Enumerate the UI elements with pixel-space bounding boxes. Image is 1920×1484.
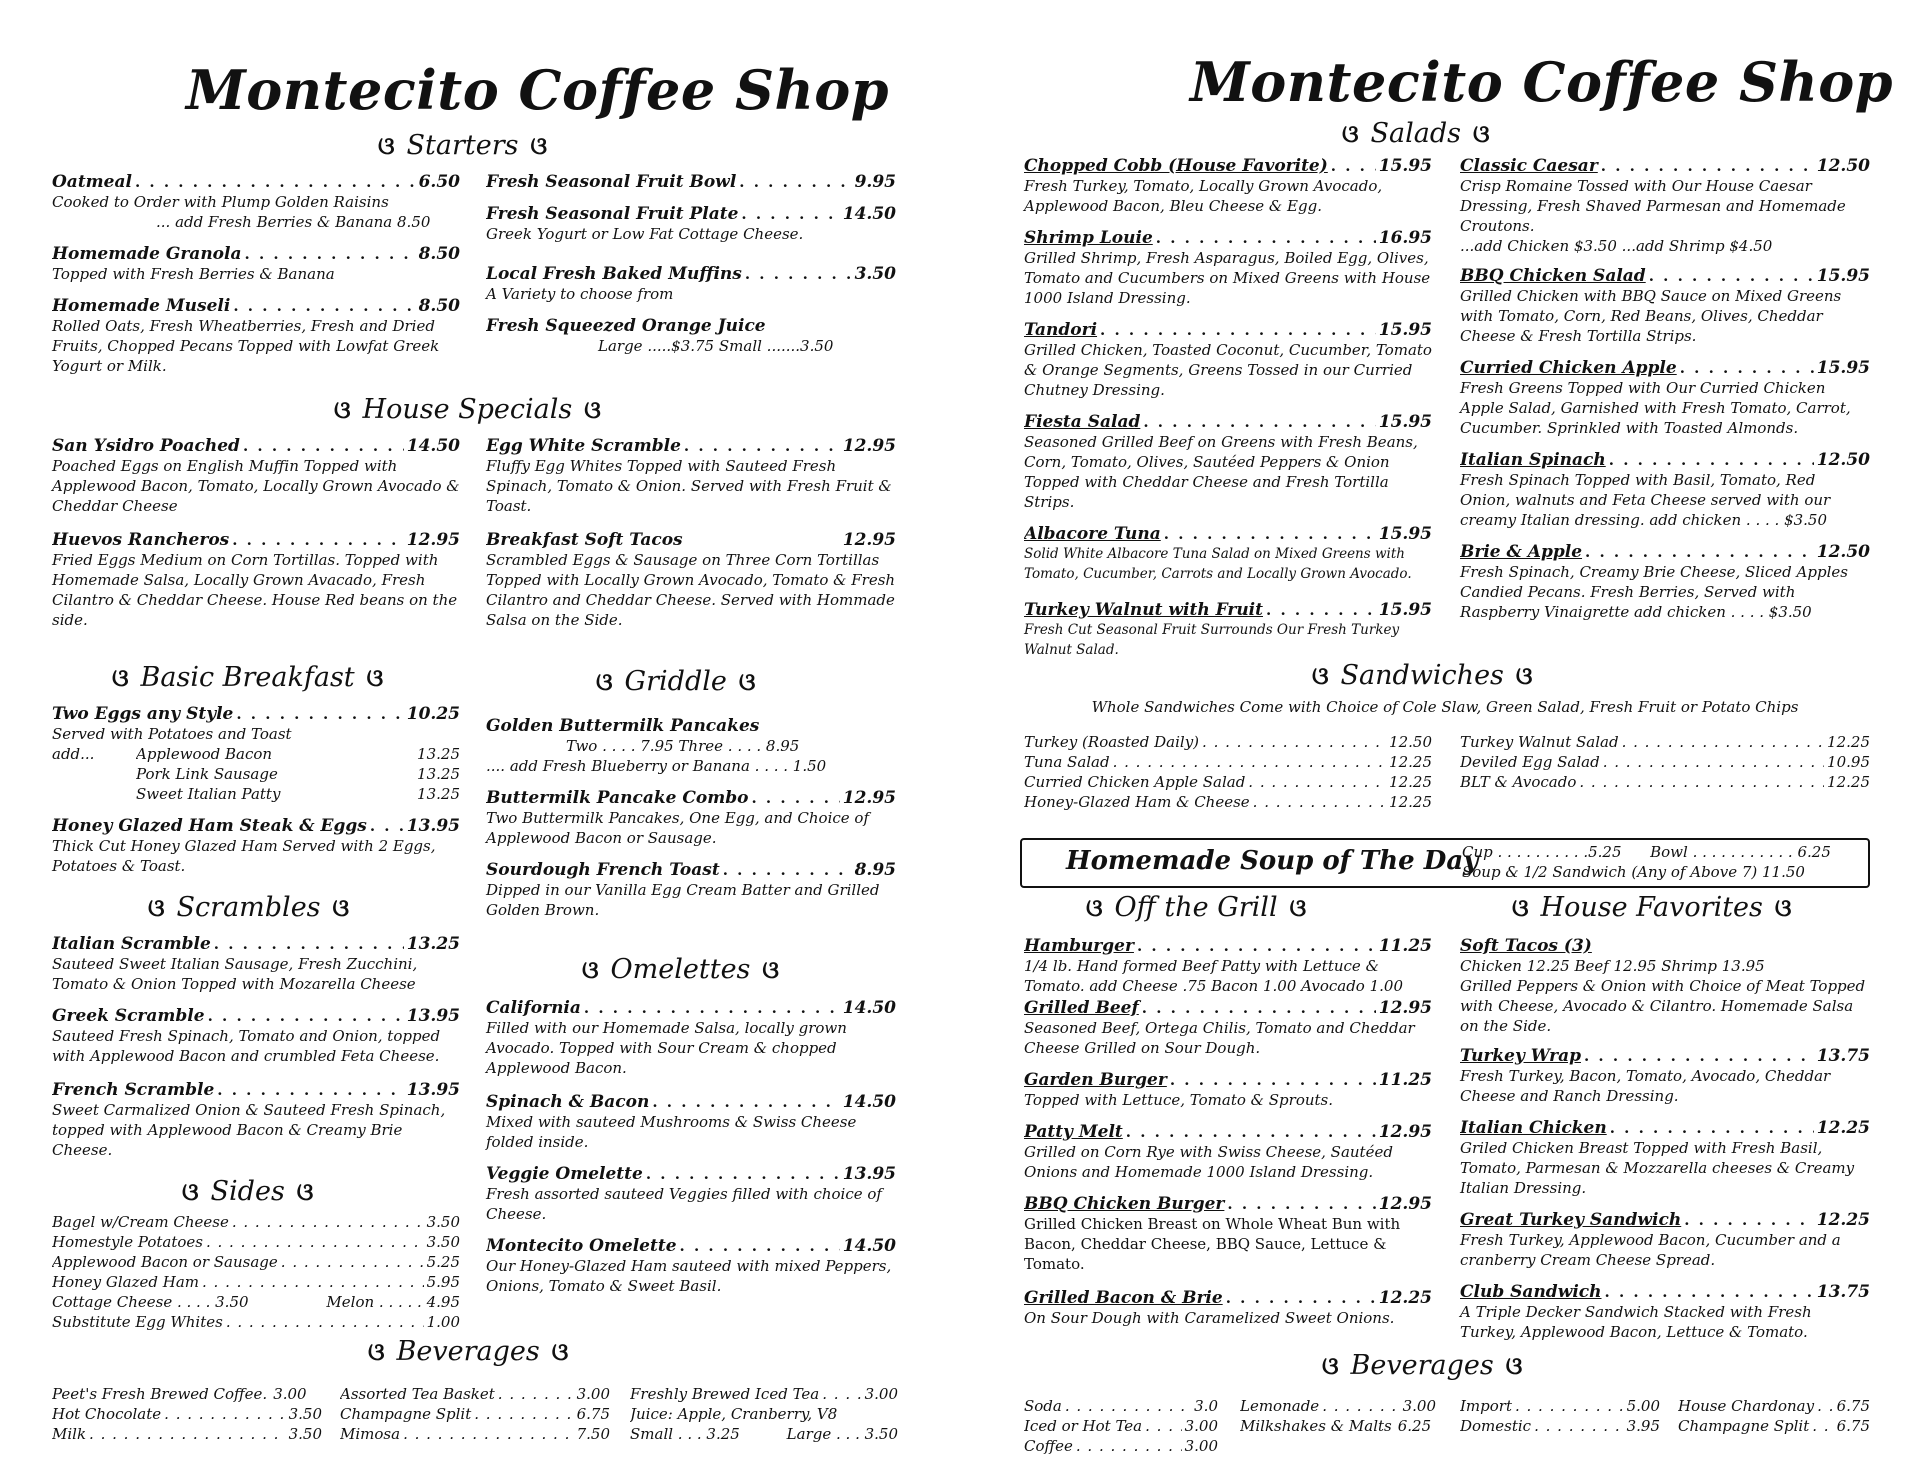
list-item: Applewood Bacon or Sausage . . . 5.25: [52, 1252, 460, 1272]
menu-item: Fresh Seasonal Fruit Plate . . . 14.50 Greek Yogurt or Low Fat Cottage Cheese.: [486, 204, 896, 244]
left-ornament-icon: ଓ: [148, 893, 165, 922]
menu-item: Shrimp Louie . . . 16.95 Grilled Shrimp, Fresh Asparagus, Boiled Egg, Olives, Tomato and Cucumbers on Mixed Greens with House 1000 Island Dressing.: [1024, 228, 1432, 308]
left-ornament-icon: ଓ: [1512, 893, 1529, 922]
menu-item: Club Sandwich . . . 13.75 A Triple Decker Sandwich Stacked with Fresh Turkey, Applewood Bacon, Lettuce & Tomato.: [1460, 1282, 1870, 1342]
list-item: Hot Chocolate . . . 3.50: [52, 1404, 322, 1424]
list-item: Milkshakes & Malts 6.25: [1240, 1417, 1432, 1435]
right-ornament-icon: ଓ: [366, 663, 384, 692]
section-heading-sandwiches: ଓ Sandwiches ଓ: [1312, 660, 1533, 691]
sandwiches-column: [1460, 732, 1870, 792]
list-item: Coffee . . . 3.00: [1024, 1436, 1218, 1456]
sandwiches-column: [1024, 732, 1432, 812]
menu-item: Turkey Walnut with Fruit . . . 15.95 Fresh Cut Seasonal Fruit Surrounds Our Fresh Turkey Walnut Salad.: [1024, 600, 1432, 660]
menu-item: Tandori . . . 15.95 Grilled Chicken, Toasted Coconut, Cucumber, Tomato & Orange Segments, Greens Tossed in our Curried Chutney Dressing.: [1024, 320, 1432, 400]
sandwiches-note: Whole Sandwiches Come with Choice of Cole Slaw, Green Salad, Fresh Fruit or Potato Chips: [1091, 698, 1799, 716]
menu-item: Fresh Squeezed Orange Juice Large .....$3.75 Small .......3.50: [486, 316, 834, 355]
right-ornament-icon: ଓ: [332, 893, 350, 922]
right-ornament-icon: ଓ: [762, 955, 779, 984]
list-item: Import . . . 5.00: [1460, 1396, 1660, 1416]
section-heading-scrambles: ଓ Scrambles ଓ: [148, 892, 350, 923]
section-heading-basic-breakfast: ଓ Basic Breakfast ଓ: [112, 662, 384, 693]
right-ornament-icon: ଓ: [1515, 661, 1533, 690]
menu-item: Grilled Beef . . . 12.95 Seasoned Beef, Ortega Chilis, Tomato and Cheddar Cheese Grilled on Sour Dough.: [1024, 998, 1432, 1058]
list-item: Milk . . . 3.50: [52, 1424, 322, 1444]
soup-banner: [1020, 838, 1870, 888]
left-ornament-icon: ଓ: [112, 663, 129, 692]
menu-item: Brie & Apple . . . 12.50 Fresh Spinach, Creamy Brie Cheese, Sliced Apples Candied Pecans. Fresh Berries, Served with Raspberry Vinaigrette add chicken . . . . $3.50: [1460, 542, 1870, 622]
list-item: Iced or Hot Tea . . . 3.00: [1024, 1416, 1218, 1436]
menu-item: Hamburger . . . 11.25 1/4 lb. Hand formed Beef Patty with Lettuce & Tomato. add Cheese .75 Bacon 1.00 Avocado 1.00: [1024, 936, 1432, 996]
beverages-column: [1678, 1396, 1870, 1436]
menu-item: Great Turkey Sandwich . . . 12.25 Fresh Turkey, Applewood Bacon, Cucumber and a cranberry Cream Cheese Spread.: [1460, 1210, 1870, 1270]
menu-item: Italian Spinach . . . 12.50 Fresh Spinach Topped with Basil, Tomato, Red Onion, walnuts and Feta Cheese served with our creamy Italian dressing. add chicken . . . . $3.50: [1460, 450, 1870, 530]
list-item: House Chardonay . . . 6.75: [1678, 1396, 1870, 1416]
right-ornament-icon: ଓ: [738, 667, 756, 696]
menu-item: Montecito Omelette . . . 14.50 Our Honey-Glazed Ham sauteed with mixed Peppers, Onions, Tomato & Sweet Basil.: [486, 1236, 896, 1296]
beverages-column: [1460, 1396, 1660, 1436]
menu-item: French Scramble . . . 13.95 Sweet Carmalized Onion & Sauteed Fresh Spinach, topped with Applewood Bacon & Creamy Brie Cheese.: [52, 1080, 460, 1160]
menu-item: San Ysidro Poached . . . 14.50 Poached Eggs on English Muffin Topped with Applewood Bacon, Tomato, Locally Grown Avocado & Cheddar Cheese: [52, 436, 460, 516]
list-item: Turkey Walnut Salad . . . 12.25: [1460, 732, 1870, 752]
menu-item: Turkey Wrap . . . 13.75 Fresh Turkey, Bacon, Tomato, Avocado, Cheddar Cheese and Ranch Dressing.: [1460, 1046, 1870, 1106]
list-item: Mimosa . . . 7.50: [340, 1424, 610, 1444]
menu-item: Soft Tacos (3) Chicken 12.25 Beef 12.95 Shrimp 13.95 Grilled Peppers & Onion with Choice of Meat Topped with Cheese, Avocado & Cilantro. Homemade Salsa on the Side.: [1460, 936, 1866, 1035]
list-item: Lemonade . . . 3.00: [1240, 1396, 1436, 1416]
right-ornament-icon: ଓ: [1473, 119, 1490, 148]
section-heading-beverages: ଓ Beverages ଓ: [368, 1336, 569, 1367]
list-item: Cottage Cheese . . . . 3.50 Melon . . . . . 4.95: [52, 1293, 460, 1311]
list-item: Homestyle Potatoes . . . 3.50: [52, 1232, 460, 1252]
menu-item: Honey Glazed Ham Steak & Eggs . . . 13.95 Thick Cut Honey Glazed Ham Served with 2 Eggs, Potatoes & Toast.: [52, 816, 460, 876]
menu-item: Italian Chicken . . . 12.25 Griled Chicken Breast Topped with Fresh Basil, Tomato, Parmesan & Mozzarella cheeses & Creamy Italian Dressing.: [1460, 1118, 1870, 1198]
section-heading-sides: ଓ Sides ଓ: [182, 1176, 314, 1207]
list-item: Juice: Apple, Cranberry, V8: [630, 1405, 838, 1423]
left-ornament-icon: ଓ: [378, 131, 395, 160]
menu-item: Sourdough French Toast . . . 8.95 Dipped in our Vanilla Egg Cream Batter and Grilled Golden Brown.: [486, 860, 896, 920]
list-item: Freshly Brewed Iced Tea . . . 3.00: [630, 1384, 898, 1404]
list-item: Domestic . . . 3.95: [1460, 1416, 1660, 1436]
menu-item: Golden Buttermilk Pancakes Two . . . . 7.95 Three . . . . 8.95 .... add Fresh Blueberry or Banana . . . . 1.50: [486, 716, 827, 775]
menu-item: Spinach & Bacon . . . 14.50 Mixed with sauteed Mushrooms & Swiss Cheese folded inside.: [486, 1092, 896, 1152]
beverages-column: [1240, 1396, 1436, 1436]
menu-item: Homemade Granola . . . 8.50 Topped with Fresh Berries & Banana: [52, 244, 460, 284]
menu-item: Curried Chicken Apple . . . 15.95 Fresh Greens Topped with Our Curried Chicken Apple Salad, Garnished with Fresh Tomato, Carrot, Cucumber. Sprinkled with Toasted Almonds.: [1460, 358, 1870, 438]
list-item: Tuna Salad . . . 12.25: [1024, 752, 1432, 772]
left-ornament-icon: ଓ: [1322, 1351, 1339, 1380]
beverages-column: [52, 1384, 322, 1444]
right-ornament-icon: ଓ: [1774, 893, 1792, 922]
left-ornament-icon: ଓ: [582, 955, 599, 984]
menu-item: Albacore Tuna . . . 15.95 Solid White Albacore Tuna Salad on Mixed Greens with Tomato, Cucumber, Carrots and Locally Grown Avocado.: [1024, 524, 1432, 584]
section-heading-house-specials: ଓ House Specials ଓ: [334, 394, 601, 425]
soup-prices: Cup . . . . . . . . . .5.25 Bowl . . . . . . . . . . . 6.25 Soup & 1/2 Sandwich (Any of Above 7) 11.50: [1462, 843, 1831, 881]
section-heading-griddle: ଓ Griddle ଓ: [596, 666, 756, 697]
menu-item: Veggie Omelette . . . 13.95 Fresh assorted sauteed Veggies filled with choice of Cheese.: [486, 1164, 896, 1224]
list-item: Substitute Egg Whites . . . 1.00: [52, 1312, 460, 1332]
list-item: Champagne Split . . . 6.75: [340, 1404, 610, 1424]
menu-item: Buttermilk Pancake Combo . . . 12.95 Two Buttermilk Pancakes, One Egg, and Choice of Applewood Bacon or Sausage.: [486, 788, 896, 848]
menu-item: Fiesta Salad . . . 15.95 Seasoned Grilled Beef on Greens with Fresh Beans, Corn, Tomato, Olives, Sautéed Peppers & Onion Topped with Cheddar Cheese and Fresh Tortilla Strips.: [1024, 412, 1432, 512]
page-title: Montecito Coffee Shop: [1190, 50, 1894, 114]
menu-item: California . . . 14.50 Filled with our Homemade Salsa, locally grown Avocado. Topped with Sour Cream & chopped Applewood Bacon.: [486, 998, 896, 1078]
menu-item: Local Fresh Baked Muffins . . . 3.50 A Variety to choose from: [486, 264, 896, 304]
list-item: Deviled Egg Salad . . . 10.95: [1460, 752, 1870, 772]
left-ornament-icon: ଓ: [1312, 661, 1329, 690]
menu-item: BBQ Chicken Burger . . . 12.95 Grilled Chicken Breast on Whole Wheat Bun with Bacon, Cheddar Cheese, BBQ Sauce, Lettuce & Tomato.: [1024, 1194, 1432, 1274]
beverages-column: [340, 1384, 610, 1444]
section-heading-starters: ଓ Starters ଓ: [378, 130, 548, 161]
menu-item: Two Eggs any Style . . . 10.25 Served with Potatoes and Toast add... Applewood Bacon 13.25 Pork Link Sausage 13.25 Sweet Italian Patty 13.25: [52, 704, 460, 804]
menu-item: Breakfast Soft Tacos 12.95 Scrambled Eggs & Sausage on Three Corn Tortillas Topped with Locally Grown Avocado, Tomato & Fresh Cilantro and Cheddar Cheese. Served with Hommade Salsa on the Side.: [486, 530, 896, 629]
menu-item: Chopped Cobb (House Favorite) . . . 15.95 Fresh Turkey, Tomato, Locally Grown Avocado, Applewood Bacon, Bleu Cheese & Egg.: [1024, 156, 1432, 216]
menu-item: Patty Melt . . . 12.95 Grilled on Corn Rye with Swiss Cheese, Sautéed Onions and Homemade 1000 Island Dressing.: [1024, 1122, 1432, 1182]
menu-item: Huevos Rancheros . . . 12.95 Fried Eggs Medium on Corn Tortillas. Topped with Homemade Salsa, Locally Grown Avacado, Fresh Cilantro & Cheddar Cheese. House Red beans on the side.: [52, 530, 460, 630]
beverages-column: [630, 1384, 898, 1444]
left-ornament-icon: ଓ: [368, 1337, 385, 1366]
left-ornament-icon: ଓ: [334, 395, 351, 424]
list-item: Honey Glazed Ham . . . 5.95: [52, 1272, 460, 1292]
left-ornament-icon: ଓ: [1342, 119, 1359, 148]
section-heading-beverages: ଓ Beverages ଓ: [1322, 1350, 1523, 1381]
beverages-column: [1024, 1396, 1218, 1456]
list-item: Soda . . . 3.0: [1024, 1396, 1218, 1416]
list-item: Honey-Glazed Ham & Cheese . . . 12.25: [1024, 792, 1432, 812]
menu-item: Grilled Bacon & Brie . . . 12.25 On Sour Dough with Caramelized Sweet Onions.: [1024, 1288, 1432, 1328]
list-item: Small . . . 3.25 Large . . . 3.50: [630, 1425, 898, 1443]
section-heading-off-the-grill: ଓ Off the Grill ଓ: [1086, 892, 1307, 923]
list-item: BLT & Avocado . . . 12.25: [1460, 772, 1870, 792]
left-ornament-icon: ଓ: [596, 667, 613, 696]
list-item: Peet's Fresh Brewed Coffee. 3.00: [52, 1385, 307, 1403]
list-item: Curried Chicken Apple Salad . . . 12.25: [1024, 772, 1432, 792]
right-ornament-icon: ଓ: [1505, 1351, 1523, 1380]
menu-item: Greek Scramble . . . 13.95 Sauteed Fresh Spinach, Tomato and Onion, topped with Applewood Bacon and crumbled Feta Cheese.: [52, 1006, 460, 1066]
menu-item: Homemade Museli . . . 8.50 Rolled Oats, Fresh Wheatberries, Fresh and Dried Fruits, Chopped Pecans Topped with Lowfat Greek Yogurt or Milk.: [52, 296, 460, 376]
right-ornament-icon: ଓ: [530, 131, 548, 160]
right-ornament-icon: ଓ: [551, 1337, 569, 1366]
menu-item: BBQ Chicken Salad . . . 15.95 Grilled Chicken with BBQ Sauce on Mixed Greens with Tomato, Corn, Red Beans, Olives, Cheddar Cheese & Fresh Tortilla Strips.: [1460, 266, 1870, 346]
list-item: Turkey (Roasted Daily) . . . 12.50: [1024, 732, 1432, 752]
list-item: Assorted Tea Basket . . . 3.00: [340, 1384, 610, 1404]
right-ornament-icon: ଓ: [584, 395, 601, 424]
menu-item: Oatmeal . . . 6.50 Cooked to Order with Plump Golden Raisins ... add Fresh Berries & Banana 8.50: [52, 172, 460, 232]
menu-item: Italian Scramble . . . 13.25 Sauteed Sweet Italian Sausage, Fresh Zucchini, Tomato & Onion Topped with Mozarella Cheese: [52, 934, 460, 994]
menu-item: Egg White Scramble . . . 12.95 Fluffy Egg Whites Topped with Sauteed Fresh Spinach, Tomato & Onion. Served with Fresh Fruit & Toast.: [486, 436, 896, 516]
section-heading-house-favorites: ଓ House Favorites ଓ: [1512, 892, 1792, 923]
menu-item: Garden Burger . . . 11.25 Topped with Lettuce, Tomato & Sprouts.: [1024, 1070, 1432, 1110]
right-ornament-icon: ଓ: [296, 1177, 314, 1206]
section-heading-salads: ଓ Salads ଓ: [1342, 118, 1490, 149]
soup-title: Homemade Soup of The Day: [1066, 846, 1479, 876]
page-title: Montecito Coffee Shop: [186, 58, 890, 122]
right-ornament-icon: ଓ: [1289, 893, 1307, 922]
menu-item: Classic Caesar . . . 12.50 Crisp Romaine Tossed with Our House Caesar Dressing, Fresh Shaved Parmesan and Homemade Croutons. ...add Chicken $3.50 ...add Shrimp $4.50: [1460, 156, 1870, 256]
list-item: Bagel w/Cream Cheese . . . 3.50: [52, 1212, 460, 1232]
right-menu-page: [990, 0, 1920, 1484]
menu-item: Fresh Seasonal Fruit Bowl . . . 9.95: [486, 172, 896, 192]
sides-list: [52, 1212, 460, 1332]
list-item: Champagne Split . . . 6.75: [1678, 1416, 1870, 1436]
left-ornament-icon: ଓ: [182, 1177, 199, 1206]
left-ornament-icon: ଓ: [1086, 893, 1103, 922]
section-heading-omelettes: ଓ Omelettes ଓ: [582, 954, 779, 985]
